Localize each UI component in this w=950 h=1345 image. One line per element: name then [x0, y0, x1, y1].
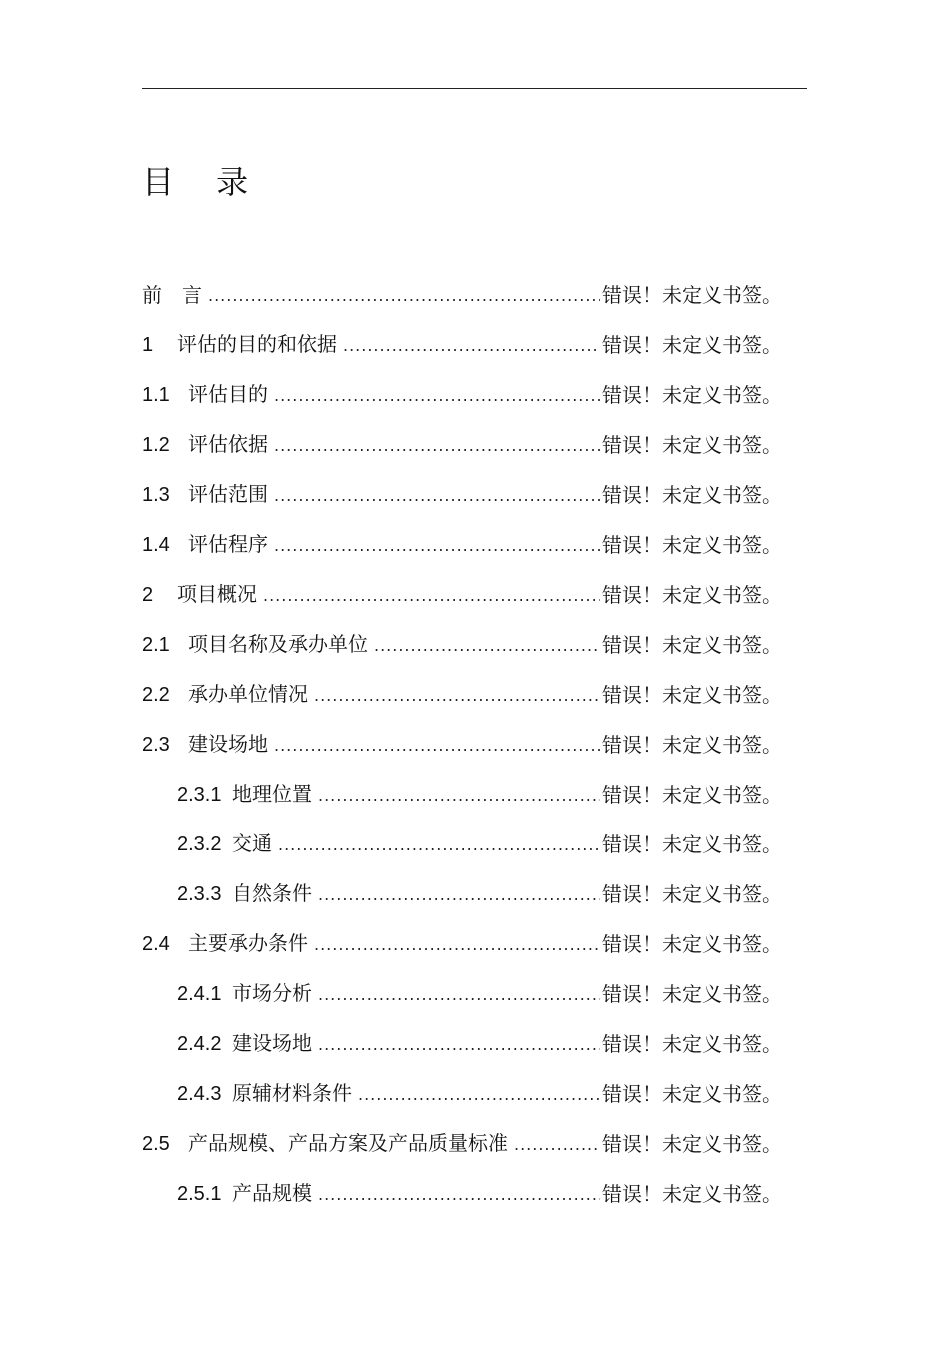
toc-entry-number: 2.4.2 — [177, 1033, 222, 1055]
toc-page-reference: 错误！未定义书签。 — [602, 483, 782, 507]
toc-entry-title: 地理位置 — [232, 782, 312, 806]
toc-page-reference: 错误！未定义书签。 — [602, 583, 782, 607]
toc-entry-number: 2.3.2 — [177, 833, 222, 855]
toc-dot-leader — [274, 482, 600, 510]
toc-entry[interactable] — [142, 480, 782, 510]
toc-dot-leader — [318, 881, 600, 909]
toc-entry-label — [142, 729, 274, 760]
toc-entry[interactable] — [142, 929, 782, 959]
toc-page-reference: 错误！未定义书签。 — [602, 683, 782, 707]
toc-entry-label — [142, 379, 274, 410]
toc-entry-title: 评估的目的和依据 — [177, 332, 337, 356]
toc-page-reference: 错误！未定义书签。 — [602, 533, 782, 557]
toc-entry-label — [177, 1178, 318, 1209]
toc-entry-label — [142, 529, 274, 560]
toc-entry[interactable] — [177, 1079, 782, 1109]
toc-entry-number: 1.3 — [142, 484, 170, 506]
toc-entry[interactable] — [142, 380, 782, 410]
toc-page-reference: 错误！未定义书签。 — [602, 1182, 782, 1206]
toc-dot-leader — [274, 732, 600, 760]
toc-page-reference: 错误！未定义书签。 — [602, 383, 782, 407]
toc-entry-label — [142, 479, 274, 510]
toc-entry[interactable] — [177, 1179, 782, 1209]
toc-entry[interactable] — [177, 1029, 782, 1059]
toc-entry-label — [142, 280, 208, 310]
toc-entry[interactable] — [142, 330, 782, 360]
toc-page-reference: 错误！未定义书签。 — [602, 633, 782, 657]
toc-entry[interactable] — [142, 580, 782, 610]
toc-page-reference: 错误！未定义书签。 — [602, 333, 782, 357]
toc-entry-title: 建设场地 — [232, 1031, 312, 1055]
toc-entry-number: 1.4 — [142, 534, 170, 556]
toc-entry-number: 2.3.1 — [177, 784, 222, 806]
toc-entry-number: 1.2 — [142, 434, 170, 456]
toc-entry-title: 前 言 — [142, 283, 202, 307]
toc-entry-title: 评估目的 — [188, 382, 268, 406]
toc-entry-label — [177, 1028, 318, 1059]
toc-dot-leader — [318, 1181, 600, 1209]
toc-entry-label — [142, 329, 343, 360]
toc-page-reference: 错误！未定义书签。 — [602, 783, 782, 807]
toc-heading: 目 录 — [142, 163, 265, 201]
toc-dot-leader — [318, 1031, 600, 1059]
toc-entry-label — [142, 629, 374, 660]
toc-entry-label — [177, 779, 318, 810]
toc-dot-leader — [314, 682, 600, 710]
toc-entry[interactable] — [142, 1129, 782, 1159]
toc-entry[interactable] — [142, 630, 782, 660]
toc-page-reference: 错误！未定义书签。 — [602, 832, 782, 856]
toc-entry-label — [177, 1078, 358, 1109]
toc-entry[interactable] — [142, 530, 782, 560]
toc-page-reference: 错误！未定义书签。 — [602, 1032, 782, 1056]
toc-entry[interactable] — [177, 879, 782, 909]
toc-entry[interactable] — [177, 780, 782, 810]
toc-dot-leader — [514, 1131, 600, 1159]
toc-entry-title: 评估程序 — [188, 532, 268, 556]
toc-entry-number: 2.4.1 — [177, 983, 222, 1005]
toc-entry-label — [142, 1128, 514, 1159]
toc-entry-title: 自然条件 — [232, 881, 312, 905]
toc-entry-title: 项目名称及承办单位 — [188, 632, 368, 656]
toc-entry-title: 产品规模 — [232, 1181, 312, 1205]
toc-entry-label — [177, 978, 318, 1009]
toc-entry-title: 交通 — [232, 831, 272, 855]
toc-dot-leader — [208, 282, 600, 310]
toc-dot-leader — [274, 432, 600, 460]
toc-entry-title: 建设场地 — [188, 732, 268, 756]
toc-dot-leader — [358, 1081, 600, 1109]
toc-page-reference: 错误！未定义书签。 — [602, 982, 782, 1006]
toc-entry-label — [177, 878, 318, 909]
toc-entry-title: 主要承办条件 — [188, 931, 308, 955]
toc-entry-label — [142, 679, 314, 710]
toc-page-reference: 错误！未定义书签。 — [602, 1082, 782, 1106]
toc-entry-number: 2.2 — [142, 684, 170, 706]
toc-dot-leader — [263, 582, 600, 610]
toc-entry-label — [142, 429, 274, 460]
toc-dot-leader — [278, 831, 600, 859]
toc-page-reference: 错误！未定义书签。 — [602, 733, 782, 757]
toc-entry-number: 2.1 — [142, 634, 170, 656]
toc-page-reference: 错误！未定义书签。 — [602, 433, 782, 457]
toc-entry-number: 2.3.3 — [177, 883, 222, 905]
toc-entry[interactable] — [142, 430, 782, 460]
toc-entry-title: 原辅材料条件 — [232, 1081, 352, 1105]
toc-entry-number: 2.3 — [142, 734, 170, 756]
toc-entry-number: 2.5.1 — [177, 1183, 222, 1205]
toc-entry-title: 承办单位情况 — [188, 682, 308, 706]
toc-entry-number: 2.5 — [142, 1133, 170, 1155]
toc-entry[interactable] — [142, 730, 782, 760]
toc-entry-label — [142, 579, 263, 610]
toc-entry-title: 产品规模、产品方案及产品质量标准 — [188, 1131, 508, 1155]
toc-entry[interactable] — [177, 829, 782, 859]
toc-dot-leader — [374, 632, 600, 660]
toc-entry-number: 2.4 — [142, 933, 170, 955]
toc-page-reference: 错误！未定义书签。 — [602, 932, 782, 956]
toc-page-reference: 错误！未定义书签。 — [602, 283, 782, 307]
toc-page-reference: 错误！未定义书签。 — [602, 1132, 782, 1156]
toc-entry-number: 2 — [142, 584, 154, 606]
toc-dot-leader — [274, 532, 600, 560]
toc-entry-title: 评估依据 — [188, 432, 268, 456]
toc-entry-title: 市场分析 — [232, 981, 312, 1005]
toc-dot-leader — [318, 782, 600, 810]
toc-entry-label — [177, 828, 278, 859]
toc-dot-leader — [274, 382, 600, 410]
toc-page-reference: 错误！未定义书签。 — [602, 882, 782, 906]
toc-entry-number: 1.1 — [142, 384, 170, 406]
toc-dot-leader — [343, 332, 600, 360]
toc-entry-label — [142, 928, 314, 959]
toc-dot-leader — [318, 981, 600, 1009]
toc-entry-title: 评估范围 — [188, 482, 268, 506]
toc-dot-leader — [314, 931, 600, 959]
toc-entry-number: 2.4.3 — [177, 1083, 222, 1105]
toc-entry-number: 1 — [142, 334, 154, 356]
toc-entry[interactable] — [142, 680, 782, 710]
toc-entry-title: 项目概况 — [177, 582, 257, 606]
toc-entry[interactable] — [142, 280, 782, 310]
toc-entry[interactable] — [177, 979, 782, 1009]
